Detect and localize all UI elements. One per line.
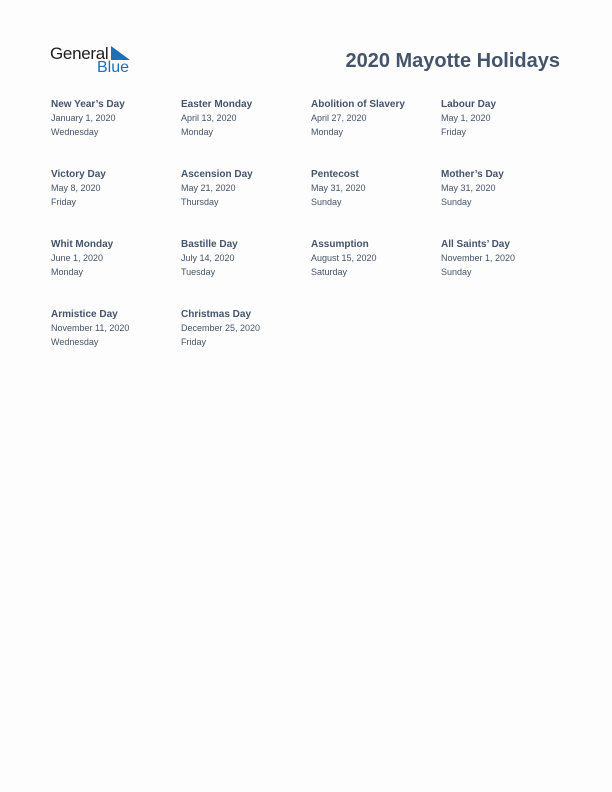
holiday-weekday: Sunday	[311, 196, 342, 207]
holiday-date: June 1, 2020	[51, 253, 104, 263]
holiday-date: May 21, 2020	[181, 183, 236, 193]
holiday-weekday: Tuesday	[181, 266, 216, 277]
holiday-name: Bastille Day	[181, 239, 238, 250]
holiday-item	[51, 308, 181, 349]
holiday-name: Victory Day	[51, 169, 106, 180]
holiday-weekday: Friday	[181, 336, 207, 347]
holiday-name: New Year’s Day	[51, 99, 125, 110]
page-title: 2020 Mayotte Holidays	[345, 50, 560, 72]
holiday-weekday: Sunday	[441, 196, 472, 207]
holiday-item	[441, 168, 571, 209]
holiday-date: April 13, 2020	[181, 113, 237, 123]
holiday-weekday: Sunday	[441, 266, 472, 277]
holiday-date: April 27, 2020	[311, 113, 367, 123]
holiday-date: November 1, 2020	[441, 253, 516, 263]
holiday-name: Assumption	[311, 239, 369, 250]
holiday-item	[311, 98, 441, 139]
holiday-date: May 31, 2020	[311, 183, 366, 193]
holiday-date: May 8, 2020	[51, 183, 101, 193]
holiday-weekday: Saturday	[311, 266, 348, 277]
holiday-name: Abolition of Slavery	[311, 99, 405, 110]
holiday-name: Christmas Day	[181, 309, 252, 320]
holiday-weekday: Thursday	[181, 196, 219, 207]
holiday-weekday: Monday	[311, 126, 344, 137]
holiday-date: May 31, 2020	[441, 183, 496, 193]
logo-text-general: General	[50, 44, 109, 63]
holiday-item	[181, 308, 311, 349]
holiday-item	[51, 98, 181, 139]
holiday-date: November 11, 2020	[51, 323, 130, 333]
holiday-name: Ascension Day	[181, 169, 253, 180]
holiday-weekday: Monday	[181, 126, 214, 137]
holiday-name: Mother’s Day	[441, 169, 504, 180]
holiday-weekday: Wednesday	[51, 126, 99, 137]
holiday-date: December 25, 2020	[181, 323, 261, 333]
holiday-name: Easter Monday	[181, 99, 253, 110]
holiday-date: January 1, 2020	[51, 113, 116, 123]
holiday-weekday: Monday	[51, 266, 84, 277]
holiday-date: August 15, 2020	[311, 253, 377, 263]
holiday-date: July 14, 2020	[181, 253, 235, 263]
holiday-date: May 1, 2020	[441, 113, 491, 123]
holiday-item	[311, 238, 441, 279]
holiday-weekday: Friday	[51, 196, 77, 207]
holiday-item	[181, 238, 311, 279]
logo-flag-icon	[111, 46, 130, 60]
holiday-name: All Saints’ Day	[441, 239, 510, 250]
holiday-weekday: Wednesday	[51, 336, 99, 347]
holiday-item	[441, 98, 571, 139]
holiday-name: Whit Monday	[51, 239, 114, 250]
holiday-item	[51, 168, 181, 209]
logo-text-blue: Blue	[97, 59, 130, 76]
holiday-weekday: Friday	[441, 126, 467, 137]
holiday-name: Labour Day	[441, 99, 497, 110]
generalblue-logo	[50, 44, 134, 78]
holiday-name: Armistice Day	[51, 309, 118, 320]
holiday-item	[181, 98, 311, 139]
holiday-name: Pentecost	[311, 169, 359, 180]
holiday-item	[181, 168, 311, 209]
holiday-item	[311, 168, 441, 209]
holiday-item	[441, 238, 571, 279]
holiday-item	[51, 238, 181, 279]
